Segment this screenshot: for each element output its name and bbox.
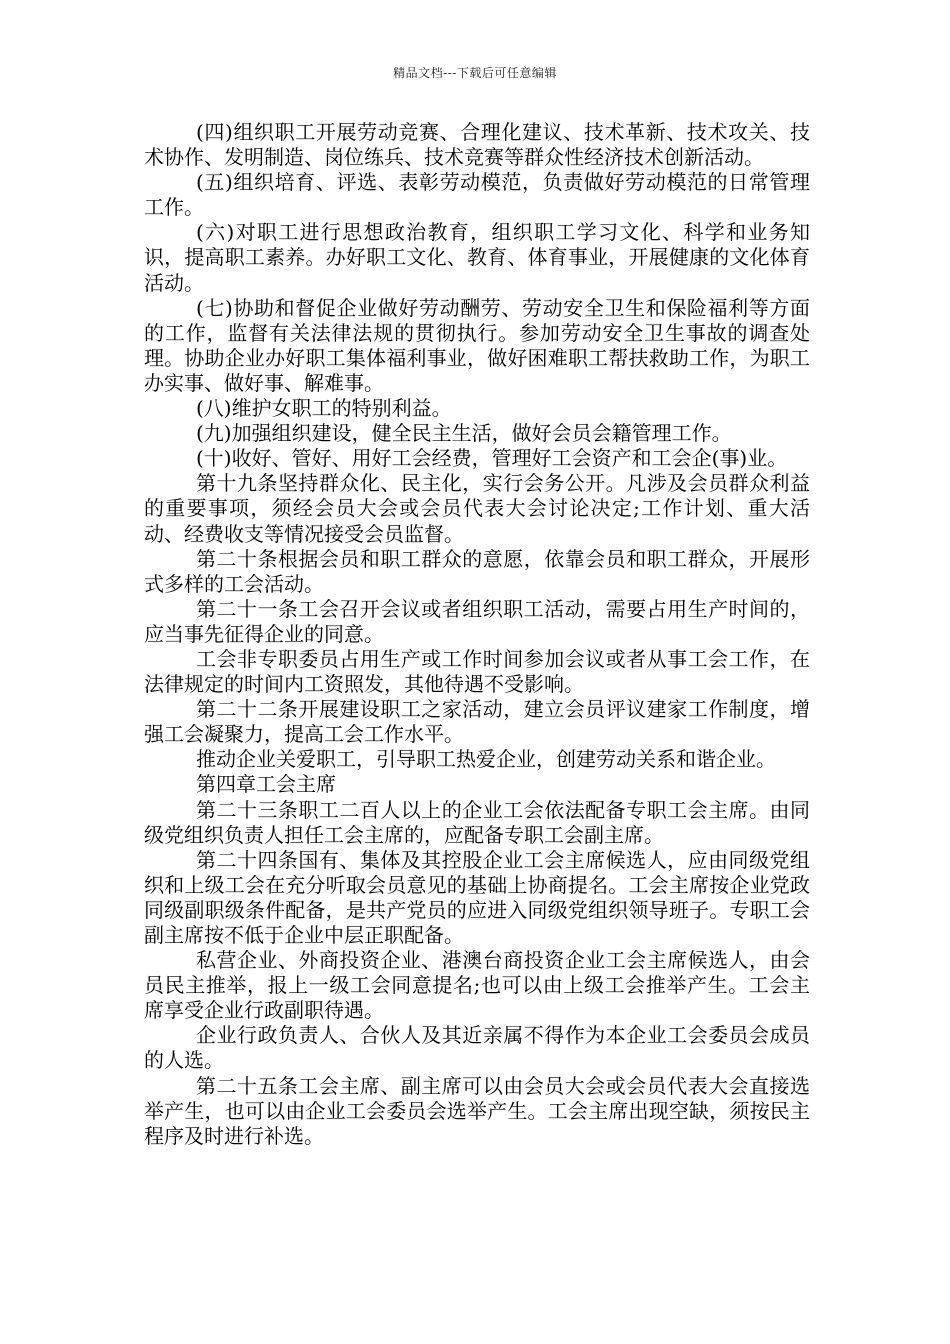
document-body [144,120,810,1149]
paragraph: 推动企业关爱职工，引导职工热爱企业，创建劳动关系和谐企业。 [196,747,776,772]
paragraph: (五)组织培育、评选、表彰劳动模范，负责做好劳动模范的日常管理工作。 [144,170,810,220]
page-header: 精品文档---下载后可任意编辑 [393,66,557,80]
paragraph: 第二十二条开展建设职工之家活动，建立会员评议建家工作制度，增强工会凝聚力，提高工会工作水平。 [144,697,810,747]
chapter-heading: 第四章工会主席 [196,772,336,797]
paragraph: 私营企业、外商投资企业、港澳台商投资企业工会主席候选人，由会员民主推举，报上一级工会同意提名;也可以由上级工会推举产生。工会主席享受企业行政副职待遇。 [144,948,810,1023]
paragraph: (七)协助和督促企业做好劳动酬劳、劳动安全卫生和保险福利等方面的工作，监督有关法律法规的贯彻执行。参加劳动安全卫生事故的调查处理。协助企业办好职工集体福利事业，做好困难职工帮扶救助工作，为职工办实事、做好事、解难事。 [144,295,810,395]
paragraph: 第二十五条工会主席、副主席可以由会员大会或会员代表大会直接选举产生，也可以由企业工会委员会选举产生。工会主席出现空缺，须按民主程序及时进行补选。 [144,1073,810,1148]
paragraph: (六)对职工进行思想政治教育，组织职工学习文化、科学和业务知识，提高职工素养。办好职工文化、教育、体育事业，开展健康的文化体育活动。 [144,220,810,295]
paragraph: 第二十一条工会召开会议或者组织职工活动，需要占用生产时间的，应当事先征得企业的同意。 [144,596,810,646]
paragraph: (八)维护女职工的特别利益。 [196,396,452,421]
paragraph: 第二十四条国有、集体及其控股企业工会主席候选人，应由同级党组织和上级工会在充分听取会员意见的基础上协商提名。工会主席按企业党政同级副职级条件配备，是共产党员的应进入同级党组织领导班子。专职工会副主席按不低于企业中层正职配备。 [144,847,810,947]
paragraph: (四)组织职工开展劳动竞赛、合理化建议、技术革新、技术攻关、技术协作、发明制造、岗位练兵、技术竞赛等群众性经济技术创新活动。 [144,120,810,170]
paragraph: (十)收好、管好、用好工会经费，管理好工会资产和工会企(事)业。 [196,446,788,471]
paragraph: 工会非专职委员占用生产或工作时间参加会议或者从事工会工作，在法律规定的时间内工资照发，其他待遇不受影响。 [144,646,810,697]
paragraph: 企业行政负责人、合伙人及其近亲属不得作为本企业工会委员会成员的人选。 [144,1023,810,1073]
paragraph: 第二十条根据会员和职工群众的意愿，依靠会员和职工群众，开展形式多样的工会活动。 [144,546,810,596]
paragraph: 第二十三条职工二百人以上的企业工会依法配备专职工会主席。由同级党组织负责人担任工会主席的，应配备专职工会副主席。 [144,797,810,847]
paragraph: 第十九条坚持群众化、民主化，实行会务公开。凡涉及会员群众利益的重要事项，须经会员大会或会员代表大会讨论决定;工作计划、重大活动、经费收支等情况接受会员监督。 [144,471,810,546]
paragraph: (九)加强组织建设，健全民主生活，做好会员会籍管理工作。 [196,421,732,446]
